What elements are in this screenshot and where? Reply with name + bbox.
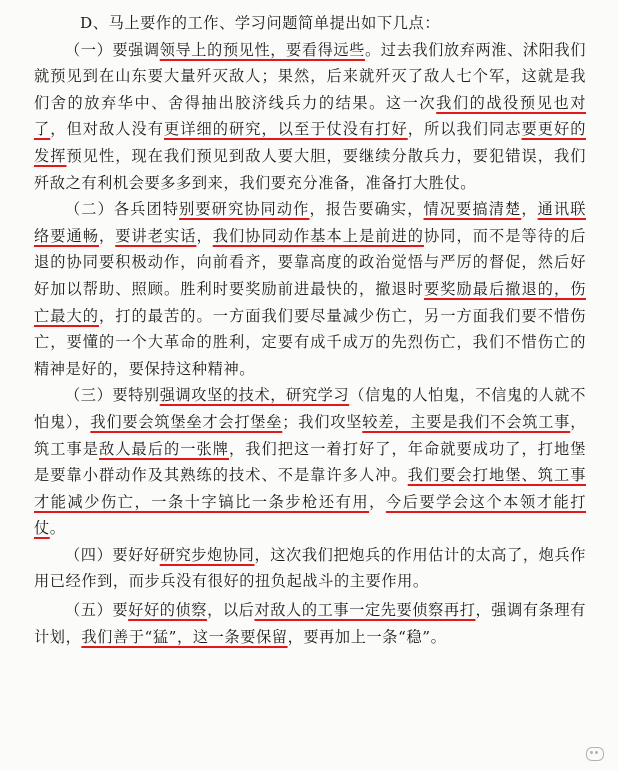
highlighted-phrase: 更详细的研究，以至于仗没有打好 <box>164 120 408 139</box>
section-heading: D、马上要作的工作、学习问题简单提出如下几点： <box>80 14 441 32</box>
highlighted-phrase: 领导上的预见性，要看得远些 <box>159 40 365 59</box>
document-body <box>34 10 586 650</box>
highlighted-phrase: 我们的战役预见也对了 <box>34 93 586 139</box>
paragraph-2: （二）各兵团特别要研究协同动作，报告要确实，情况要搞清楚，通讯联络要通畅，要讲老实话，我们协同动作基本上是前进的协同，而不是等待的后退的协同要积极动作，向前看齐，要靠高度的政治觉悟与严厉的督促，然后好好加以帮助、照顾。胜利时要奖励前进最快的，撤退时要奖励最后撤退的，伤亡最大的，打的最苦的。一方面我们要尽量减少伤亡，另一方面我们要不惜伤亡，要懂的一个大革命的胜利，定要有成千成万的先烈伤亡，我们不惜伤亡的精神是好的，要保持这种精神。 <box>34 200 587 378</box>
highlighted-phrase: 好好的侦察 <box>128 601 208 620</box>
highlighted-phrase: 我们要会打地堡、筑工事才能减少伤亡，一条十字镐比一条步枪还有用 <box>34 466 586 511</box>
paragraph-4: （四）要好好研究步炮协同，这次我们把炮兵的作用估计的太高了，炮兵作用已经作到，而步兵没有很好的扭负起战斗的主要作用。 <box>34 545 587 591</box>
highlighted-phrase: 对敌人的工事一定先要侦察再打 <box>254 601 476 620</box>
highlighted-phrase: 要更好的发挥 <box>34 120 587 165</box>
highlighted-phrase: 较差，主要是我们不会筑工事 <box>362 412 571 431</box>
highlighted-phrase: 我们要会筑堡垒才会打堡垒 <box>90 412 283 431</box>
highlighted-phrase: 敌人最后的一张牌 <box>99 439 229 458</box>
paragraph-5: （五）要好好的侦察，以后对敌人的工事一定先要侦察再打，强调有条理有计划，我们善于“猛”，这一条要保留，要再加上一条“稳”。 <box>34 601 587 646</box>
highlighted-phrase: 别要研究协同动作 <box>179 200 310 219</box>
highlighted-phrase: 要奖励最后撤退的，伤亡最大的 <box>34 279 586 325</box>
paragraph-1: （一）要强调领导上的预见性，要看得远些。过去我们放弃两淮、沭阳我们就预见到在山东要大量歼灭敌人；果然，后来就歼灭了敌人七个军，这就是我们舍的放弃华中、舍得抽出胶济线兵力的结果。这一次我们的战役预见也对了，但对敌人没有更详细的研究，以至于仗没有打好，所以我们同志要更好的发挥预见性，现在我们预见到敌人要大胆，要继续分散兵力，要犯错误，我们歼敌之有利机会要多多到来，我们要充分准备，准备打大胜仗。 <box>34 40 587 192</box>
highlighted-phrase: 研究步炮协同 <box>159 545 255 564</box>
highlighted-phrase: 通讯联络要通畅 <box>34 200 586 245</box>
highlighted-phrase: 今后要学会这个本领才能打仗 <box>34 492 586 538</box>
highlighted-phrase: 强调攻坚的技术，研究学习 <box>159 386 350 405</box>
highlighted-phrase: 情况要搞清楚 <box>423 200 522 219</box>
highlighted-phrase: 我们协同动作基本上是前进的 <box>212 226 424 245</box>
watermark <box>586 747 604 761</box>
highlighted-phrase: 要讲老实话 <box>115 226 197 245</box>
paragraph-3: （三）要特别强调攻坚的技术，研究学习（信鬼的人怕鬼，不信鬼的人就不怕鬼），我们要会筑堡垒才会打堡垒；我们攻坚较差，主要是我们不会筑工事，筑工事是敌人最后的一张牌，我们把这一着打好了，年命就要成功了，打地堡是要靠小群动作及其熟练的技术、不是靠许多人冲。我们要会打地堡、筑工事才能减少伤亡，一条十字镐比一条步枪还有用，今后要学会这个本领才能打仗。 <box>34 386 586 538</box>
highlighted-phrase: 我们善于“猛”，这一条要保留 <box>81 627 288 646</box>
watermark-logo-icon <box>586 747 604 761</box>
